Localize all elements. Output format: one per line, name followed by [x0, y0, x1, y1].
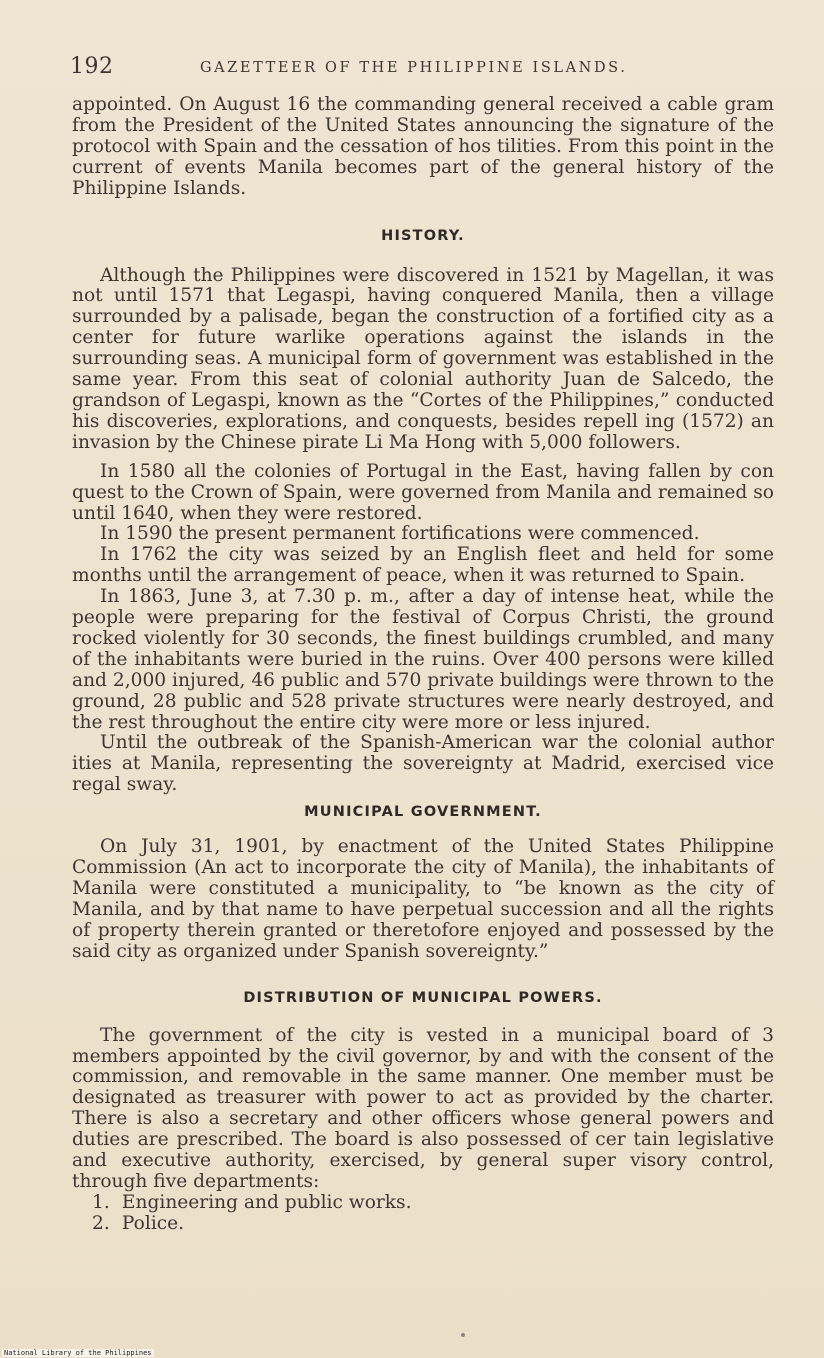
running-title: GAZETTEER OF THE PHILIPPINE ISLANDS. [200, 60, 628, 76]
page-header [70, 54, 790, 84]
list-item [72, 1214, 774, 1235]
municipal-government-paragraph: On July 31, 1901, by enactment of the United States Philippine Commission (An act to incorporate the city of Manila), the inhabitants of Manila were constituted a municipality, to “be known as the city of Manila, and by that name to have perpetual succession and all the rights of property therein granted or theretofore enjoyed and possessed by the said city as organized under Spanish sovereignty.” [72, 836, 774, 962]
history-heading: HISTORY. [381, 227, 465, 244]
history-paragraph-4: In 1762 the city was seized by an English fleet and held for some months until the arrangement of peace, when it was returned to Spain. [72, 544, 774, 587]
list-item-label: Engineering and public works. [121, 1191, 412, 1213]
list-item-label: Police. [121, 1212, 185, 1234]
history-paragraph-5: In 1863, June 3, at 7.30 p. m., after a day of intense heat, while the people were preparing for the festival of Corpus Christi, the ground rocked violently for 30 seconds, the finest buildings crumbled, and many of the inhabitants were buried in the ruins. Over 400 persons were killed and 2,000 injured, 46 public and 570 private buildings were thrown to the ground, 28 public and 528 private structures were nearly destroyed, and the rest throughout the entire city were more or less injured. [72, 586, 774, 733]
page-number: 192 [70, 54, 114, 79]
distribution-paragraph: The government of the city is vested in a municipal board of 3 members appointed by the civil governor, by and with the consent of the commission, and removable in the same manner. One member must be designated as treasurer with power to act as provided by the charter. There is also a secretary and other officers whose general powers and duties are prescribed. The board is also possessed of cer tain legislative and executive authority, exercised, by general super visory control, through five departments: [72, 1024, 774, 1192]
history-paragraph-3: In 1590 the present permanent fortifications were commenced. [100, 523, 700, 545]
body-text [72, 95, 774, 1235]
intro-paragraph: appointed. On August 16 the commanding general received a cable gram from the President of the United States announcing the signature of the protocol with Spain and the cessation of hos tilities. From this point in the current of events Manila becomes part of the general history of the Philippine Islands. [72, 94, 774, 199]
history-paragraph-1: Although the Philippines were discovered in 1521 by Magellan, it was not until 1571 that Legaspi, having conquered Manila, then a village surrounded by a palisade, began the construction of a fortified city as a center for future warlike operations against the islands in the surrounding seas. A municipal form of government was established in the same year. From this seat of colonial authority Juan de Salcedo, the grandson of Legaspi, known as the “Cortes of the Philippines,” conducted his discoveries, explorations, and conquests, besides repell ing (1572) an invasion by the Chinese pirate Li Ma Hong with 5,000 followers. [72, 264, 774, 453]
distribution-heading: DISTRIBUTION OF MUNICIPAL POWERS. [243, 989, 603, 1006]
list-item-number: 2. [92, 1212, 110, 1234]
ink-speck [461, 1333, 465, 1337]
library-credit: National Library of the Philippines [4, 1349, 152, 1357]
list-item [72, 1193, 774, 1214]
history-paragraph-2: In 1580 all the colonies of Portugal in the East, having fallen by con quest to the Crown of Spain, were governed from Manila and remained so until 1640, when they were restored. [72, 460, 774, 524]
municipal-government-heading: MUNICIPAL GOVERNMENT. [304, 804, 542, 821]
history-paragraph-6: Until the outbreak of the Spanish-American war the colonial author ities at Manila, representing the sovereignty at Madrid, exercised vice regal sway. [72, 732, 774, 796]
list-item-number: 1. [92, 1191, 110, 1213]
